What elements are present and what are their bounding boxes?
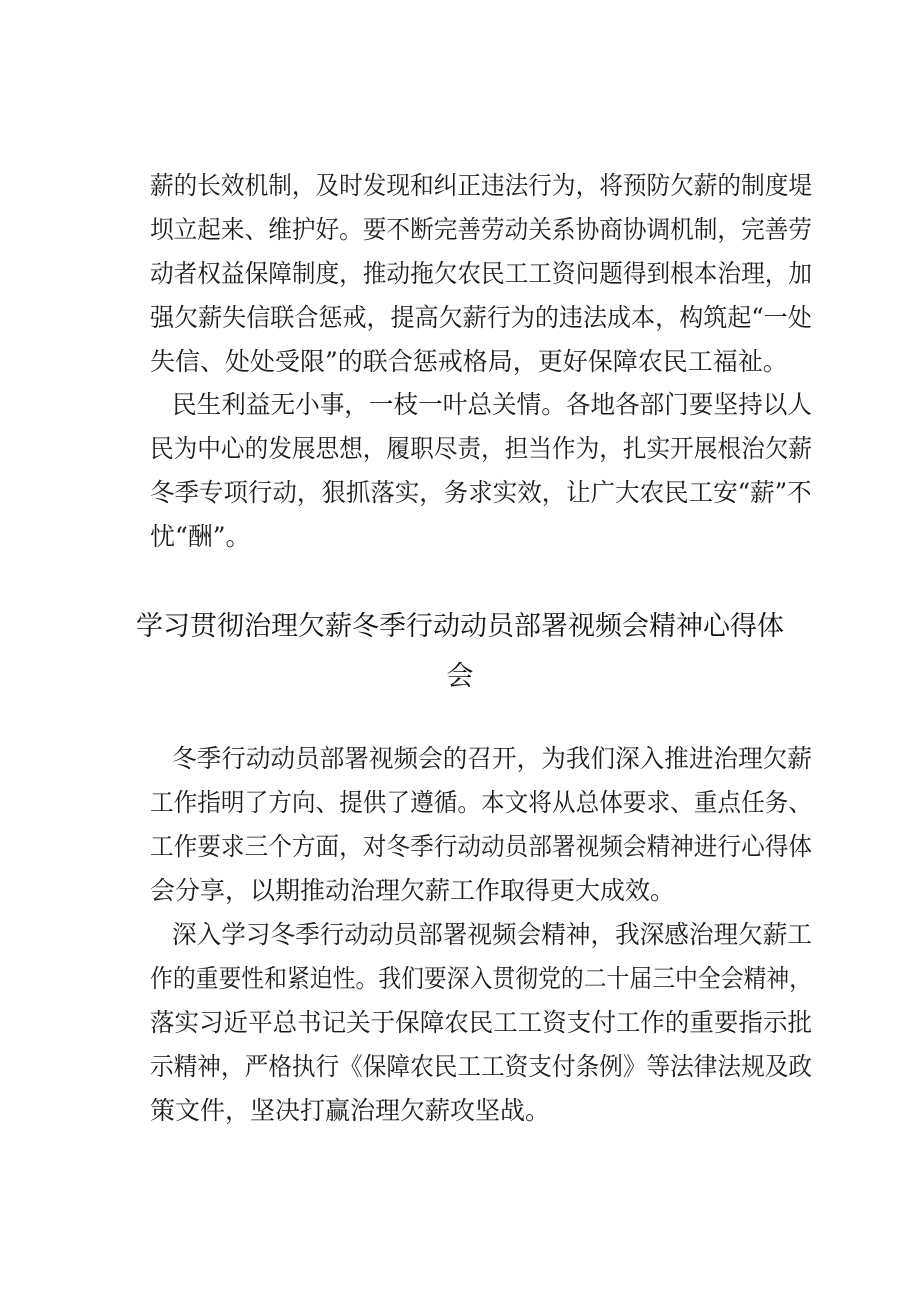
paragraph-line: 忧“酬”。	[150, 522, 251, 551]
paragraph-line: 薪的长效机制，及时发现和纠正违法行为，将预防欠薪的制度堤	[150, 171, 813, 200]
paragraph-line: 策文件，坚决打赢治理欠薪攻坚战。	[150, 1096, 551, 1125]
paragraph-line: 工作指明了方向、提供了遵循。本文将从总体要求、重点任务、	[150, 788, 813, 817]
paragraph-line: 动者权益保障制度，推动拖欠农民工工资问题得到根本治理，加	[150, 259, 813, 288]
paragraph-line: 失信、处处受限”的联合惩戒格局，更好保障农民工福祉。	[150, 347, 788, 376]
paragraph-line: 作的重要性和紧迫性。我们要深入贯彻党的二十届三中全会精神，	[150, 964, 813, 993]
paragraph-line: 冬季专项行动，狠抓落实，务求实效，让广大农民工安“薪”不	[150, 478, 812, 507]
paragraph-line: 会分享，以期推动治理欠薪工作取得更大成效。	[150, 876, 676, 905]
paragraph-line: 落实习近平总书记关于保障农民工工资支付工作的重要指示批	[150, 1008, 812, 1037]
paragraph-line: 示精神，严格执行《保障农民工工资支付条例》等法律法规及政	[150, 1052, 813, 1081]
paragraph-line: 坝立起来、维护好。要不断完善劳动关系协商协调机制，完善劳	[150, 215, 813, 244]
paragraph-line: 民生利益无小事，一枝一叶总关情。各地各部门要坚持以人	[172, 390, 813, 419]
article-title-line: 会	[446, 661, 474, 692]
paragraph-line: 深入学习冬季行动动员部署视频会精神，我深感治理欠薪工	[172, 920, 813, 949]
paragraph-line: 民为中心的发展思想，履职尽责，担当作为，扎实开展根治欠薪	[150, 434, 813, 463]
paragraph-line: 冬季行动动员部署视频会的召开，为我们深入推进治理欠薪	[172, 744, 813, 773]
paragraph-line: 工作要求三个方面，对冬季行动动员部署视频会精神进行心得体	[150, 832, 813, 861]
article-title-line: 学习贯彻治理欠薪冬季行动动员部署视频会精神心得体	[136, 611, 784, 642]
paragraph-line: 强欠薪失信联合惩戒，提高欠薪行为的违法成本，构筑起“一处	[150, 303, 812, 332]
